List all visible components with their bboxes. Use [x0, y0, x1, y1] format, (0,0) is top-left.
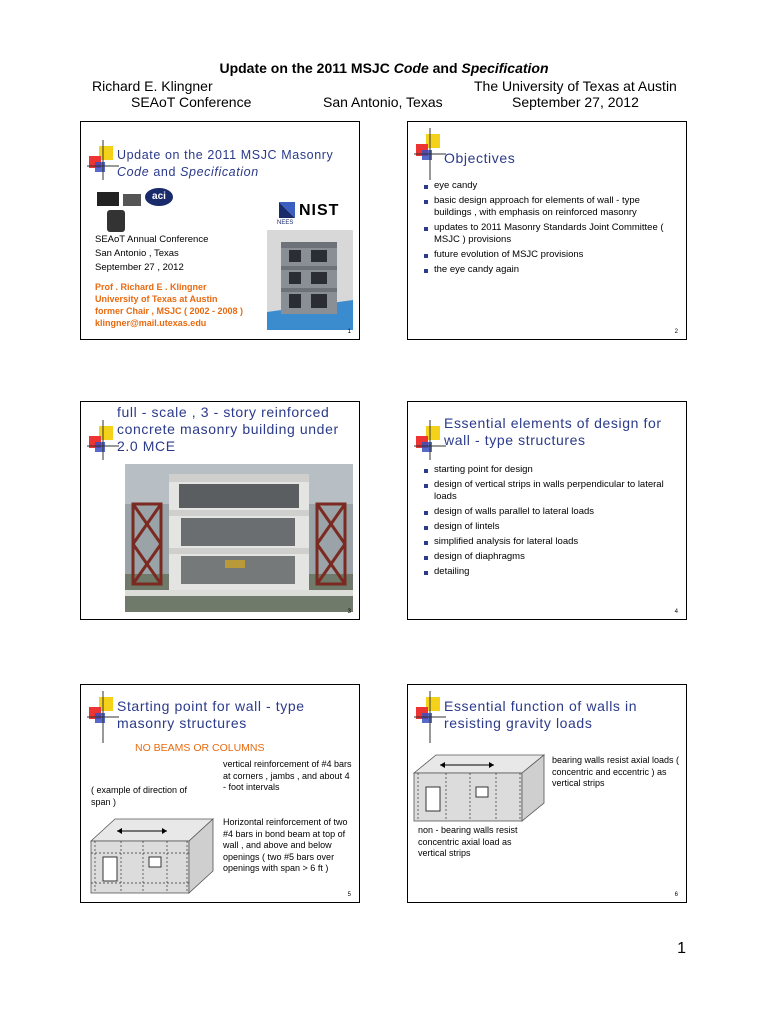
- slide-decoration-icon: [85, 126, 121, 180]
- slide-title: Essential elements of design for wall - type structures: [444, 415, 662, 448]
- nist-logo: NIST: [299, 202, 340, 219]
- slide-4: [407, 401, 687, 620]
- event-date: September 27, 2012: [512, 94, 639, 110]
- list-item: design of diaphragms: [424, 551, 678, 563]
- list-item: eye candy: [424, 180, 678, 192]
- list-item: future evolution of MSJC provisions: [424, 249, 678, 261]
- event-location: San Antonio, Texas: [323, 94, 443, 110]
- slide-5: [80, 684, 360, 903]
- span-direction-note: ( example of direction of span ): [91, 785, 188, 807]
- slide-number: 3: [347, 609, 351, 615]
- slide-number: 6: [674, 892, 678, 898]
- bearing-wall-diagram: [410, 751, 550, 825]
- wall-building-diagram: [87, 813, 217, 897]
- presenter-affiliation: University of Texas at Austin: [95, 294, 218, 304]
- objectives-list: [424, 180, 678, 279]
- list-item: the eye candy again: [424, 264, 678, 276]
- slide-decoration-icon: [412, 689, 448, 743]
- slide-title: Update on the 2011 MSJC Masonry Code and Specification: [117, 148, 334, 179]
- document-title: Update on the 2011 MSJC Code and Specification: [219, 60, 549, 76]
- slide-3: [80, 401, 360, 620]
- list-item: simplified analysis for lateral loads: [424, 536, 678, 548]
- test-building-photo: [125, 464, 353, 612]
- slide-title: Essential function of walls in resisting gravity loads: [444, 698, 638, 731]
- slide-2: [407, 121, 687, 340]
- logo-badge: [123, 194, 141, 206]
- conference-city: San Antonio , Texas: [95, 248, 179, 259]
- institution-name: The University of Texas at Austin: [474, 78, 677, 94]
- slide-decoration-icon: [85, 406, 121, 460]
- presenter-email: klingner@mail.utexas.edu: [95, 318, 207, 328]
- slide-1: [80, 121, 360, 340]
- slide-number: 2: [674, 329, 678, 335]
- slide-title: full - scale , 3 - story reinforced concrete masonry building under 2.0 MCE: [117, 404, 339, 454]
- conference-name: SEAoT Annual Conference: [95, 234, 209, 245]
- slide-decoration-icon: [85, 689, 121, 743]
- slide-decoration-icon: [412, 406, 448, 460]
- masonry-society-logo: [97, 192, 119, 206]
- presenter-name: Prof . Richard E . Klingner: [95, 282, 207, 292]
- presenter-role: former Chair , MSJC ( 2002 - 2008 ): [95, 306, 244, 316]
- slide-decoration-icon: [412, 126, 448, 180]
- slide-6: [407, 684, 687, 903]
- nees-label: NEES: [277, 220, 294, 226]
- vertical-reinforcement-note: vertical reinforcement of #4 bars at corners , jambs , and about 4 - foot intervals: [223, 759, 352, 792]
- slide-number: 4: [674, 609, 678, 615]
- nees-logo-icon: [279, 202, 295, 218]
- bearing-walls-note: bearing walls resist axial loads ( concentric and eccentric ) as vertical strips: [552, 755, 680, 788]
- slide-title: Starting point for wall - type masonry structures: [117, 698, 305, 731]
- author-name: Richard E. Klingner: [92, 78, 213, 94]
- list-item: updates to 2011 Masonry Standards Joint Committee ( MSJC ) provisions: [424, 222, 678, 246]
- list-item: detailing: [424, 566, 678, 578]
- list-item: design of vertical strips in walls perpendicular to lateral loads: [424, 479, 678, 503]
- page-number: 1: [677, 940, 686, 957]
- aci-logo: aci: [145, 188, 173, 206]
- list-item: design of lintels: [424, 521, 678, 533]
- non-bearing-walls-note: non - bearing walls resist concentric axial load as vertical strips: [418, 825, 518, 858]
- slide-subtitle: NO BEAMS OR COLUMNS: [135, 742, 265, 754]
- slide-number: 5: [347, 892, 351, 898]
- list-item: basic design approach for elements of wall - type buildings , with emphasis on reinforced masonry: [424, 195, 678, 219]
- design-elements-list: [424, 464, 678, 581]
- building-photo: [267, 230, 353, 330]
- conference-date: September 27 , 2012: [95, 262, 184, 273]
- list-item: starting point for design: [424, 464, 678, 476]
- seal-logo: [107, 210, 125, 232]
- event-name: SEAoT Conference: [131, 94, 252, 110]
- slide-number: 1: [347, 329, 351, 335]
- horizontal-reinforcement-note: Horizontal reinforcement of two #4 bars in bond beam at top of wall , and above and below openings ( two #5 bars over openings with span > 6 ft ): [223, 817, 348, 873]
- list-item: design of walls parallel to lateral loads: [424, 506, 678, 518]
- slide-title: Objectives: [444, 150, 516, 166]
